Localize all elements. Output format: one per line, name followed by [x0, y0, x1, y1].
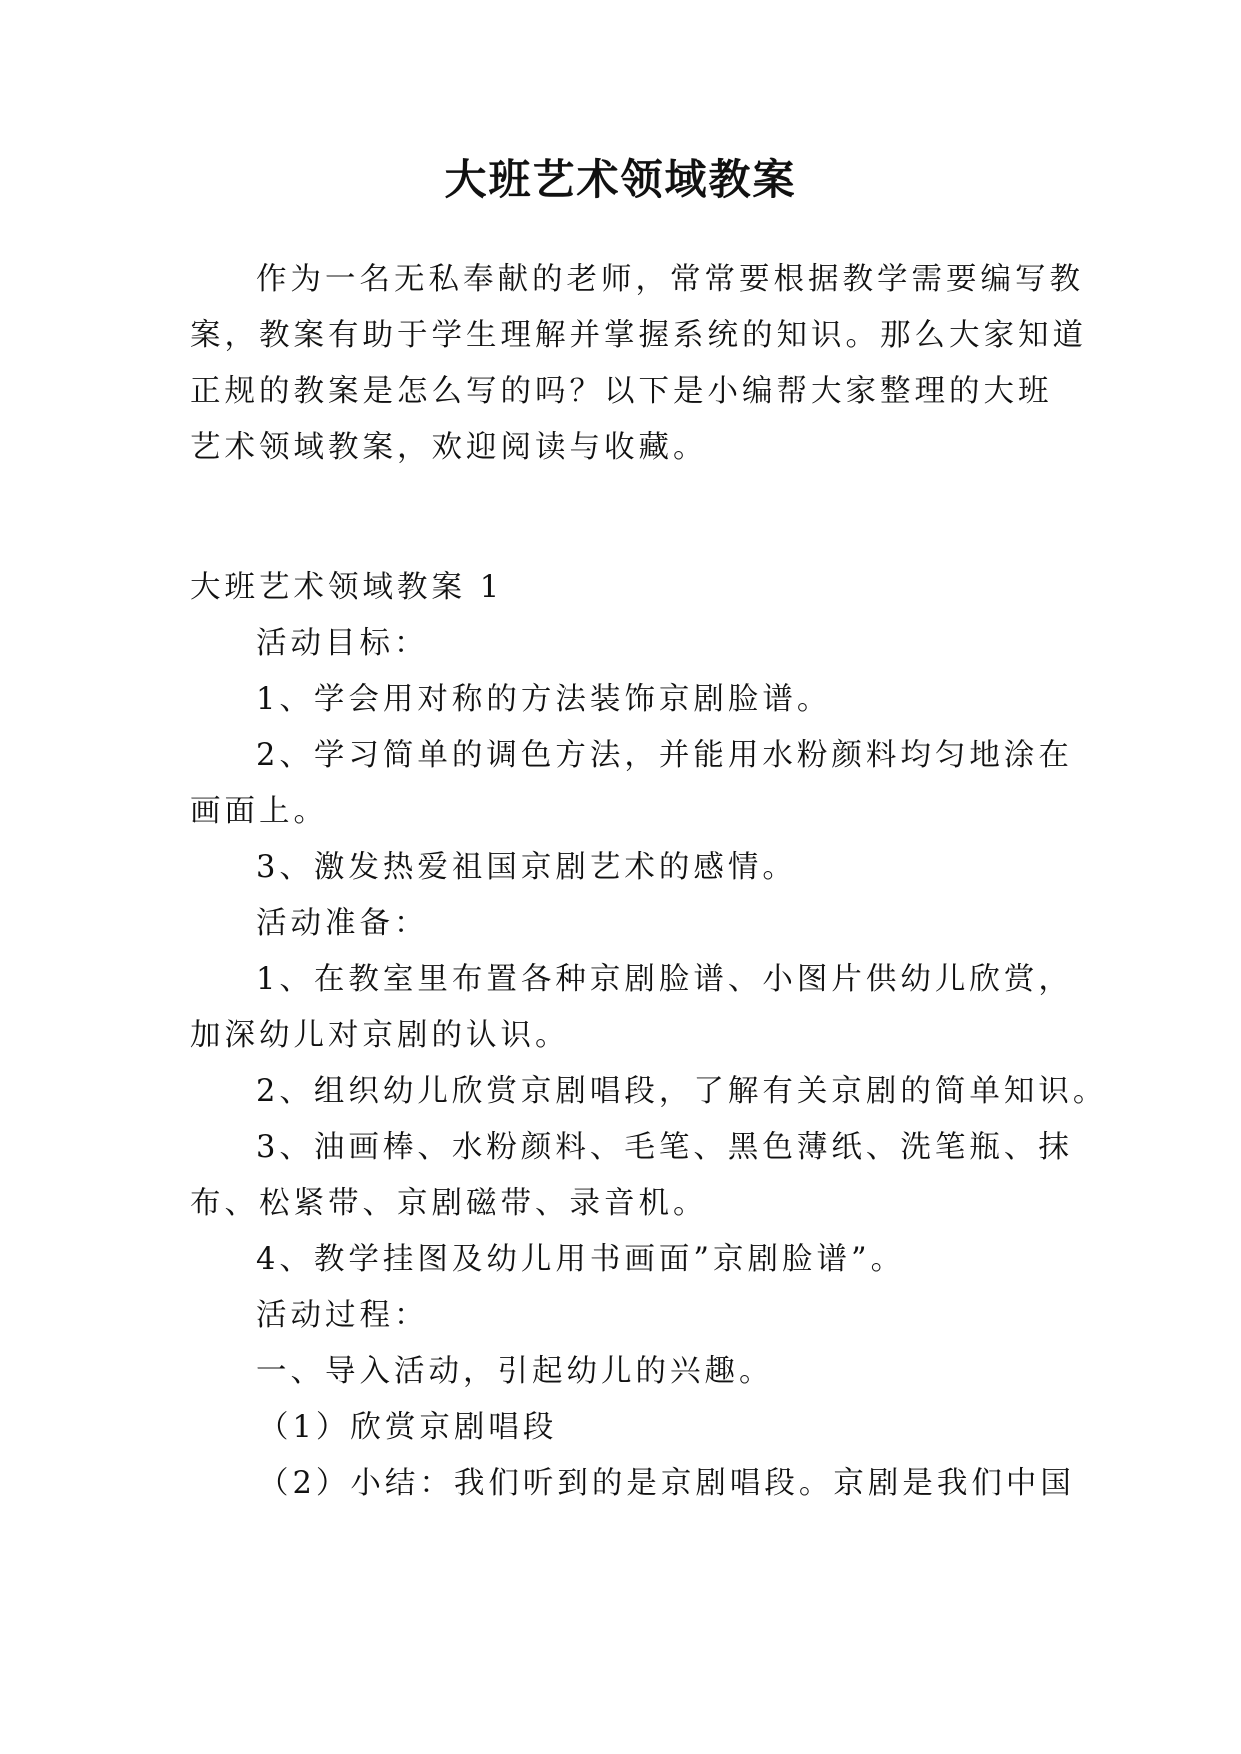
body-line-16: （2）小结：我们听到的是京剧唱段。京剧是我们中国 — [258, 1466, 1075, 1501]
body-line-7: 1、在教室里布置各种京剧脸谱、小图片供幼儿欣赏， — [256, 962, 1073, 997]
body-line-9: 2、组织幼儿欣赏京剧唱段，了解有关京剧的简单知识。 — [256, 1074, 1108, 1109]
intro-line-1: 作为一名无私奉献的老师，常常要根据教学需要编写教 — [256, 262, 1084, 297]
intro-line-2: 案，教案有助于学生理解并掌握系统的知识。那么大家知道 — [190, 318, 1087, 353]
body-line-4: 画面上。 — [190, 794, 328, 829]
body-line-8: 加深幼儿对京剧的认识。 — [190, 1018, 570, 1053]
body-line-15: （1）欣赏京剧唱段 — [258, 1410, 558, 1445]
body-line-1: 活动目标： — [256, 626, 429, 661]
body-line-5: 3、激发热爱祖国京剧艺术的感情。 — [256, 850, 797, 885]
body-line-12: 4、教学挂图及幼儿用书画面”京剧脸谱”。 — [256, 1242, 906, 1277]
body-line-14: 一、导入活动，引起幼儿的兴趣。 — [256, 1354, 774, 1389]
body-line-10: 3、油画棒、水粉颜料、毛笔、黑色薄纸、洗笔瓶、抹 — [256, 1130, 1073, 1165]
body-line-2: 1、学会用对称的方法装饰京剧脸谱。 — [256, 682, 832, 717]
document-title: 大班艺术领域教案 — [444, 155, 797, 204]
intro-line-4: 艺术领域教案，欢迎阅读与收藏。 — [190, 430, 708, 465]
body-line-6: 活动准备： — [256, 906, 429, 941]
body-line-3: 2、学习简单的调色方法，并能用水粉颜料均匀地涂在 — [256, 738, 1073, 773]
body-line-13: 活动过程： — [256, 1298, 429, 1333]
section-heading: 大班艺术领域教案 1 — [190, 570, 504, 605]
body-line-11: 布、松紧带、京剧磁带、录音机。 — [190, 1186, 708, 1221]
intro-line-3: 正规的教案是怎么写的吗？以下是小编帮大家整理的大班 — [190, 374, 1053, 409]
